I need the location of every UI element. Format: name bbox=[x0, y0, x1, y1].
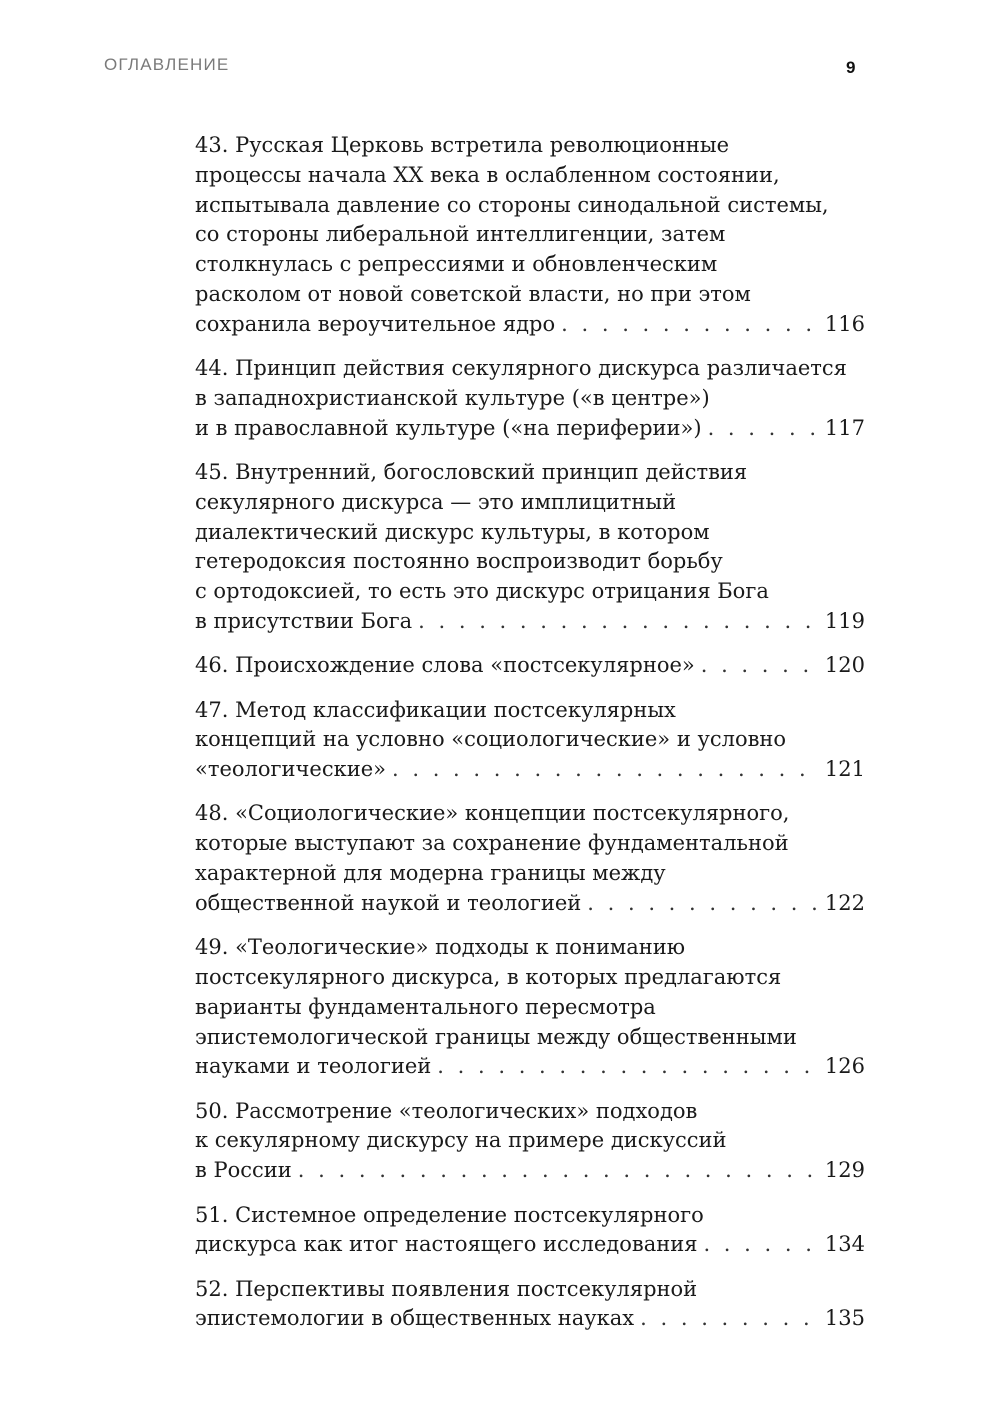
dot-leader bbox=[437, 1052, 819, 1082]
toc-entry-line: эпистемологической границы между общественными bbox=[195, 1024, 797, 1049]
running-head: ОГЛАВЛЕНИЕ bbox=[104, 55, 230, 74]
toc-entry-line: в России bbox=[195, 1158, 292, 1183]
dot-leader bbox=[418, 607, 819, 637]
toc-entry-line: к секулярному дискурсу на примере дискуссий bbox=[195, 1128, 727, 1153]
toc-page-number: 119 bbox=[824, 608, 865, 633]
toc-entry-line: 52. Перспективы появления постсекулярной bbox=[195, 1276, 698, 1301]
toc-entry-line: испытывала давление со стороны синодальной системы, bbox=[195, 192, 829, 217]
toc-entry-line: в западнохристианской культуре («в центре») bbox=[195, 385, 710, 410]
toc-entry-line: общественной наукой и теологией bbox=[195, 890, 582, 915]
toc-entry-line: варианты фундаментального пересмотра bbox=[195, 994, 656, 1019]
toc-entry[interactable] bbox=[195, 354, 865, 443]
toc-entry-last-line bbox=[195, 651, 865, 681]
toc-entry-last-line bbox=[195, 889, 865, 919]
toc-entry-last-line bbox=[195, 607, 865, 637]
toc-entry-line: 44. Принцип действия секулярного дискурса различается bbox=[195, 356, 847, 381]
toc-page-number: 126 bbox=[824, 1054, 865, 1079]
toc-entry-line: со стороны либеральной интеллигенции, затем bbox=[195, 222, 726, 247]
dot-leader bbox=[392, 755, 819, 785]
toc-entry-line: которые выступают за сохранение фундаментальной bbox=[195, 831, 789, 856]
dot-leader bbox=[701, 651, 819, 681]
table-of-contents bbox=[195, 131, 865, 1349]
toc-entry-line: концепций на условно «социологические» и условно bbox=[195, 727, 787, 752]
toc-entry-line: сохранила вероучительное ядро bbox=[195, 311, 556, 336]
toc-entry-last-line bbox=[195, 1052, 865, 1082]
toc-entry-line: 49. «Теологические» подходы к пониманию bbox=[195, 935, 686, 960]
dot-leader bbox=[640, 1304, 819, 1334]
page-header bbox=[0, 0, 1000, 100]
toc-entry-line: процессы начала XX века в ослабленном состоянии, bbox=[195, 162, 780, 187]
toc-entry-last-line bbox=[195, 1156, 865, 1186]
toc-page-number: 135 bbox=[824, 1306, 865, 1331]
toc-page-number: 122 bbox=[824, 890, 865, 915]
toc-entry-line: эпистемологии в общественных науках bbox=[195, 1306, 635, 1331]
toc-page-number: 129 bbox=[824, 1158, 865, 1183]
dot-leader bbox=[298, 1156, 819, 1186]
toc-entry[interactable] bbox=[195, 1097, 865, 1186]
toc-entry-line: в присутствии Бога bbox=[195, 608, 413, 633]
toc-page-number: 116 bbox=[824, 311, 865, 336]
toc-entry-line: расколом от новой советской власти, но при этом bbox=[195, 281, 751, 306]
page-number: 9 bbox=[846, 58, 856, 77]
toc-entry-line: постсекулярного дискурса, в которых предлагаются bbox=[195, 964, 782, 989]
toc-entry-line: «теологические» bbox=[195, 757, 386, 782]
toc-entry-line: столкнулась с репрессиями и обновленческим bbox=[195, 252, 718, 277]
toc-page-number: 120 bbox=[824, 653, 865, 678]
toc-entry-line: 50. Рассмотрение «теологических» подходов bbox=[195, 1098, 698, 1123]
toc-entry-line: секулярного дискурса — это имплицитный bbox=[195, 489, 677, 514]
toc-entry[interactable] bbox=[195, 651, 865, 681]
toc-entry-last-line bbox=[195, 1230, 865, 1260]
toc-entry-line: дискурса как итог настоящего исследования bbox=[195, 1232, 698, 1257]
dot-leader bbox=[587, 889, 819, 919]
toc-entry[interactable] bbox=[195, 1275, 865, 1335]
toc-entry-last-line bbox=[195, 310, 865, 340]
toc-entry-line: 43. Русская Церковь встретила революционные bbox=[195, 133, 729, 157]
toc-entry-line: науками и теологией bbox=[195, 1054, 432, 1079]
dot-leader bbox=[708, 414, 819, 444]
dot-leader bbox=[561, 310, 819, 340]
toc-entry[interactable] bbox=[195, 1201, 865, 1261]
toc-entry-line: 46. Происхождение слова «постсекулярное» bbox=[195, 653, 695, 678]
toc-entry[interactable] bbox=[195, 696, 865, 785]
toc-entry-last-line bbox=[195, 755, 865, 785]
toc-page-number: 134 bbox=[824, 1232, 865, 1257]
toc-entry-line: и в православной культуре («на периферии») bbox=[195, 415, 702, 440]
dot-leader bbox=[703, 1230, 818, 1260]
toc-entry-line: характерной для модерна границы между bbox=[195, 861, 666, 886]
toc-entry-line: 47. Метод классификации постсекулярных bbox=[195, 697, 676, 722]
toc-page-number: 117 bbox=[824, 415, 865, 440]
toc-entry-line: 51. Системное определение постсекулярного bbox=[195, 1202, 704, 1227]
toc-page-number: 121 bbox=[824, 757, 865, 782]
toc-entry[interactable] bbox=[195, 131, 865, 340]
toc-entry-line: с ортодоксией, то есть это дискурс отрицания Бога bbox=[195, 579, 769, 604]
toc-entry-last-line bbox=[195, 414, 865, 444]
toc-entry-line: 45. Внутренний, богословский принцип действия bbox=[195, 459, 748, 484]
toc-entry-line: 48. «Социологические» концепции постсекулярного, bbox=[195, 801, 790, 826]
toc-entry[interactable] bbox=[195, 933, 865, 1082]
toc-entry-last-line bbox=[195, 1304, 865, 1334]
toc-entry-line: гетеродоксия постоянно воспроизводит борьбу bbox=[195, 549, 723, 574]
toc-entry-line: диалектический дискурс культуры, в котором bbox=[195, 519, 710, 544]
toc-entry[interactable] bbox=[195, 458, 865, 637]
toc-entry[interactable] bbox=[195, 799, 865, 918]
